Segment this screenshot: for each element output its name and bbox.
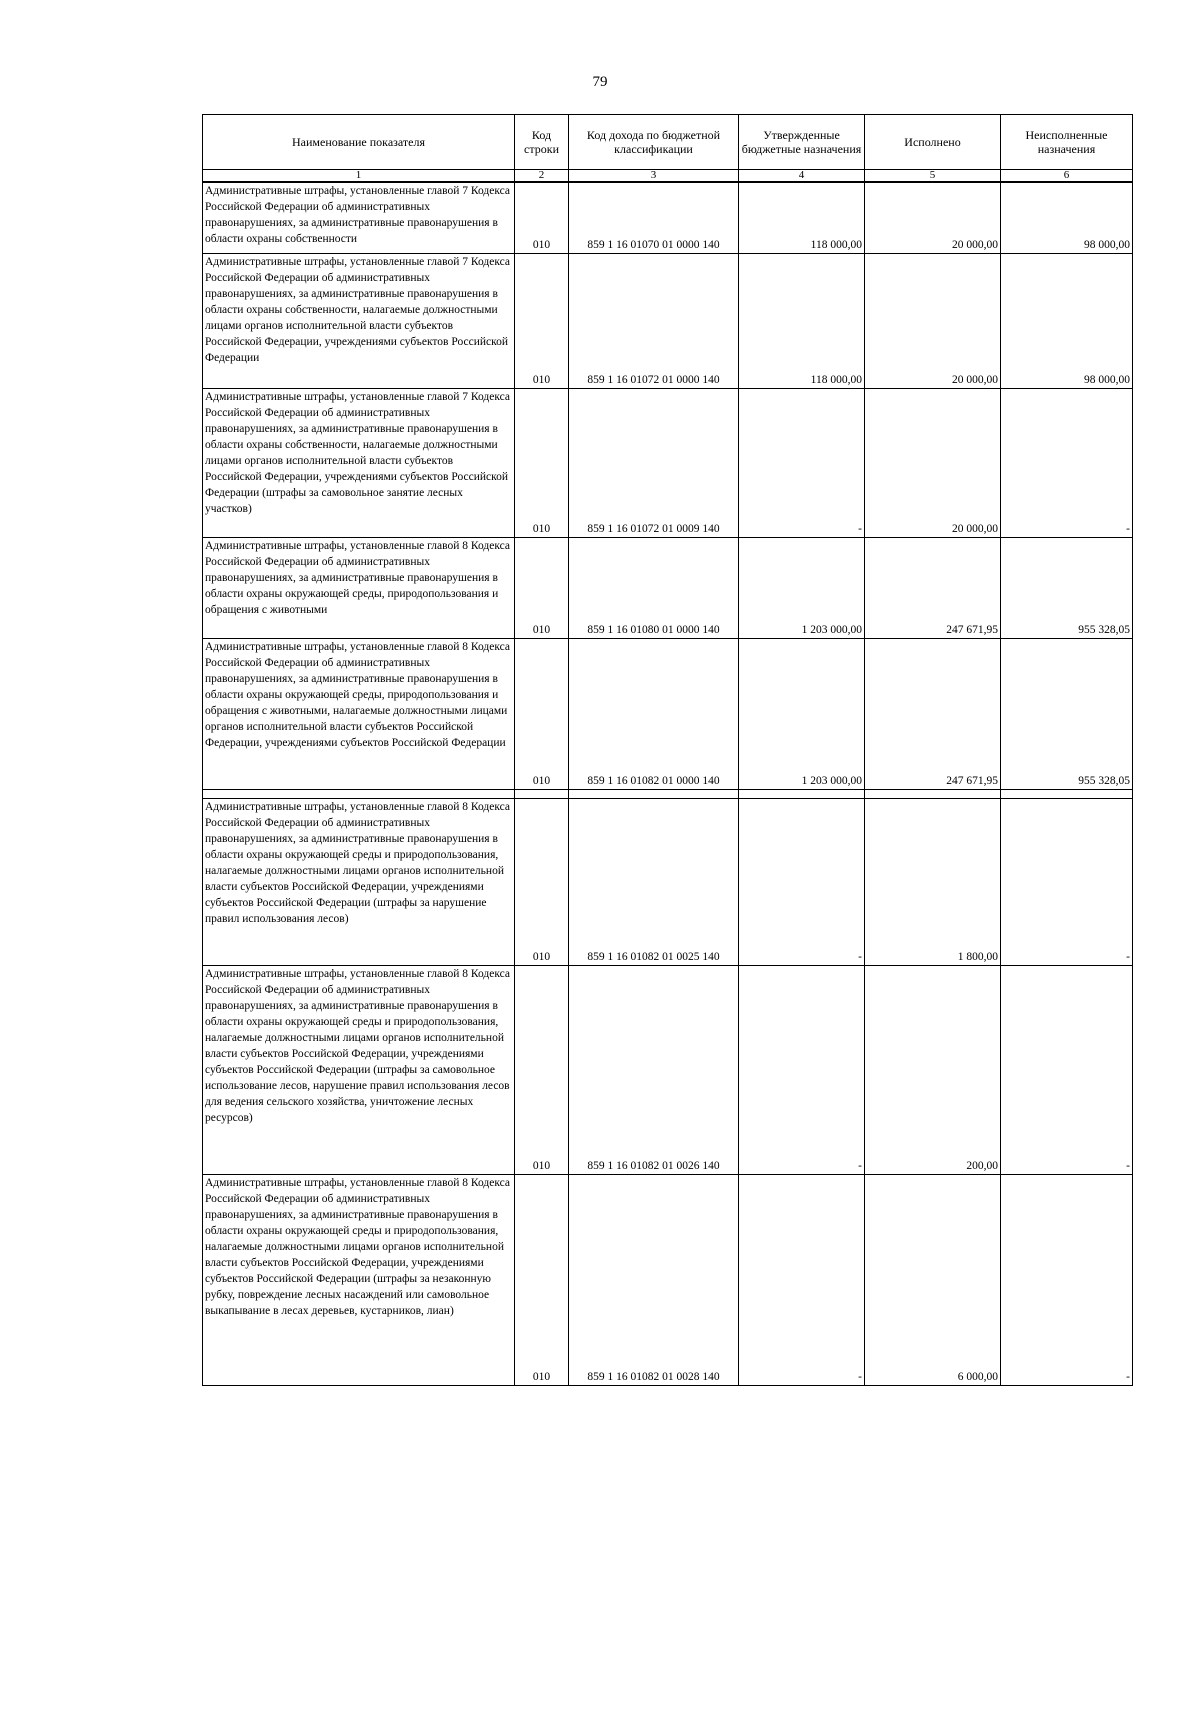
row-line-code: 010 <box>515 1175 569 1386</box>
row-unexecuted: - <box>1001 966 1133 1175</box>
header-income-code: Код дохода по бюджетной классификации <box>569 115 739 170</box>
column-number: 4 <box>739 170 865 183</box>
row-line-code: 010 <box>515 182 569 254</box>
table-row <box>203 1175 1133 1386</box>
row-executed: 247 671,95 <box>865 538 1001 639</box>
row-line-code: 010 <box>515 639 569 790</box>
row-name: Административные штрафы, установленные главой 7 Кодекса Российской Федерации об административных правонарушениях, за административные правонарушения в области охраны собственности <box>203 182 515 254</box>
header-name: Наименование показателя <box>203 115 515 170</box>
row-executed: 20 000,00 <box>865 389 1001 538</box>
row-approved: - <box>739 1175 865 1386</box>
table-spacer-row <box>203 790 1133 799</box>
column-number: 3 <box>569 170 739 183</box>
row-income-code: 859 1 16 01082 01 0028 140 <box>569 1175 739 1386</box>
header-approved: Утвержденные бюджетные назначения <box>739 115 865 170</box>
row-approved: 1 203 000,00 <box>739 639 865 790</box>
column-number: 5 <box>865 170 1001 183</box>
table-row <box>203 966 1133 1175</box>
column-number: 2 <box>515 170 569 183</box>
row-name: Административные штрафы, установленные главой 8 Кодекса Российской Федерации об административных правонарушениях, за административные правонарушения в области охраны окружающей среды и природопользования, налагаемые должностными лицами органов исполнительной власти субъектов Российской Федерации, учреждениями субъектов Российской Федерации (штрафы за незаконную рубку, повреждение лесных насаждений или самовольное выкапывание в лесах деревьев, кустарников, лиан) <box>203 1175 515 1386</box>
row-unexecuted: 955 328,05 <box>1001 639 1133 790</box>
header-executed: Исполнено <box>865 115 1001 170</box>
table-row <box>203 538 1133 639</box>
row-unexecuted: - <box>1001 1175 1133 1386</box>
row-approved: - <box>739 799 865 966</box>
row-line-code: 010 <box>515 966 569 1175</box>
row-executed: 20 000,00 <box>865 182 1001 254</box>
row-name: Административные штрафы, установленные главой 7 Кодекса Российской Федерации об административных правонарушениях, за административные правонарушения в области охраны собственности, налагаемые должностными лицами органов исполнительной власти субъектов Российской Федерации, учреждениями субъектов Российской Федерации <box>203 254 515 389</box>
page-number: 79 <box>592 74 608 90</box>
row-income-code: 859 1 16 01082 01 0026 140 <box>569 966 739 1175</box>
row-line-code: 010 <box>515 538 569 639</box>
row-name: Административные штрафы, установленные главой 8 Кодекса Российской Федерации об административных правонарушениях, за административные правонарушения в области охраны окружающей среды, природопользования и обращения с животными, налагаемые должностными лицами органов исполнительной власти субъектов Российской Федерации, учреждениями субъектов Российской Федерации <box>203 639 515 790</box>
row-name: Административные штрафы, установленные главой 8 Кодекса Российской Федерации об административных правонарушениях, за административные правонарушения в области охраны окружающей среды, природопользования и обращения с животными <box>203 538 515 639</box>
header-row <box>203 115 1133 170</box>
row-approved: 118 000,00 <box>739 182 865 254</box>
row-unexecuted: 98 000,00 <box>1001 254 1133 389</box>
row-income-code: 859 1 16 01072 01 0009 140 <box>569 389 739 538</box>
row-approved: - <box>739 966 865 1175</box>
table-row <box>203 389 1133 538</box>
row-name: Административные штрафы, установленные главой 8 Кодекса Российской Федерации об административных правонарушениях, за административные правонарушения в области охраны окружающей среды и природопользования, налагаемые должностными лицами органов исполнительной власти субъектов Российской Федерации, учреждениями субъектов Российской Федерации (штрафы за нарушение правил использования лесов) <box>203 799 515 966</box>
budget-income-table <box>202 114 1133 1386</box>
row-executed: 1 800,00 <box>865 799 1001 966</box>
row-unexecuted: 98 000,00 <box>1001 182 1133 254</box>
column-number: 6 <box>1001 170 1133 183</box>
table-row <box>203 639 1133 790</box>
row-unexecuted: 955 328,05 <box>1001 538 1133 639</box>
column-number: 1 <box>203 170 515 183</box>
row-income-code: 859 1 16 01080 01 0000 140 <box>569 538 739 639</box>
row-approved: 118 000,00 <box>739 254 865 389</box>
table-row <box>203 254 1133 389</box>
column-number-row <box>203 170 1133 183</box>
row-executed: 6 000,00 <box>865 1175 1001 1386</box>
row-approved: - <box>739 389 865 538</box>
row-line-code: 010 <box>515 389 569 538</box>
row-income-code: 859 1 16 01082 01 0000 140 <box>569 639 739 790</box>
row-income-code: 859 1 16 01072 01 0000 140 <box>569 254 739 389</box>
row-line-code: 010 <box>515 254 569 389</box>
row-unexecuted: - <box>1001 799 1133 966</box>
row-executed: 200,00 <box>865 966 1001 1175</box>
row-executed: 20 000,00 <box>865 254 1001 389</box>
row-approved: 1 203 000,00 <box>739 538 865 639</box>
row-name: Административные штрафы, установленные главой 7 Кодекса Российской Федерации об административных правонарушениях, за административные правонарушения в области охраны собственности, налагаемые должностными лицами органов исполнительной власти субъектов Российской Федерации, учреждениями субъектов Российской Федерации (штрафы за самовольное занятие лесных участков) <box>203 389 515 538</box>
row-executed: 247 671,95 <box>865 639 1001 790</box>
row-name: Административные штрафы, установленные главой 8 Кодекса Российской Федерации об административных правонарушениях, за административные правонарушения в области охраны окружающей среды и природопользования, налагаемые должностными лицами органов исполнительной власти субъектов Российской Федерации, учреждениями субъектов Российской Федерации (штрафы за самовольное использование лесов, нарушение правил использования лесов для ведения сельского хозяйства, уничтожение лесных ресурсов) <box>203 966 515 1175</box>
row-unexecuted: - <box>1001 389 1133 538</box>
header-line-code: Код строки <box>515 115 569 170</box>
row-income-code: 859 1 16 01082 01 0025 140 <box>569 799 739 966</box>
header-unexecuted: Неисполненные назначения <box>1001 115 1133 170</box>
table-row <box>203 799 1133 966</box>
table-row <box>203 182 1133 254</box>
row-income-code: 859 1 16 01070 01 0000 140 <box>569 182 739 254</box>
row-line-code: 010 <box>515 799 569 966</box>
